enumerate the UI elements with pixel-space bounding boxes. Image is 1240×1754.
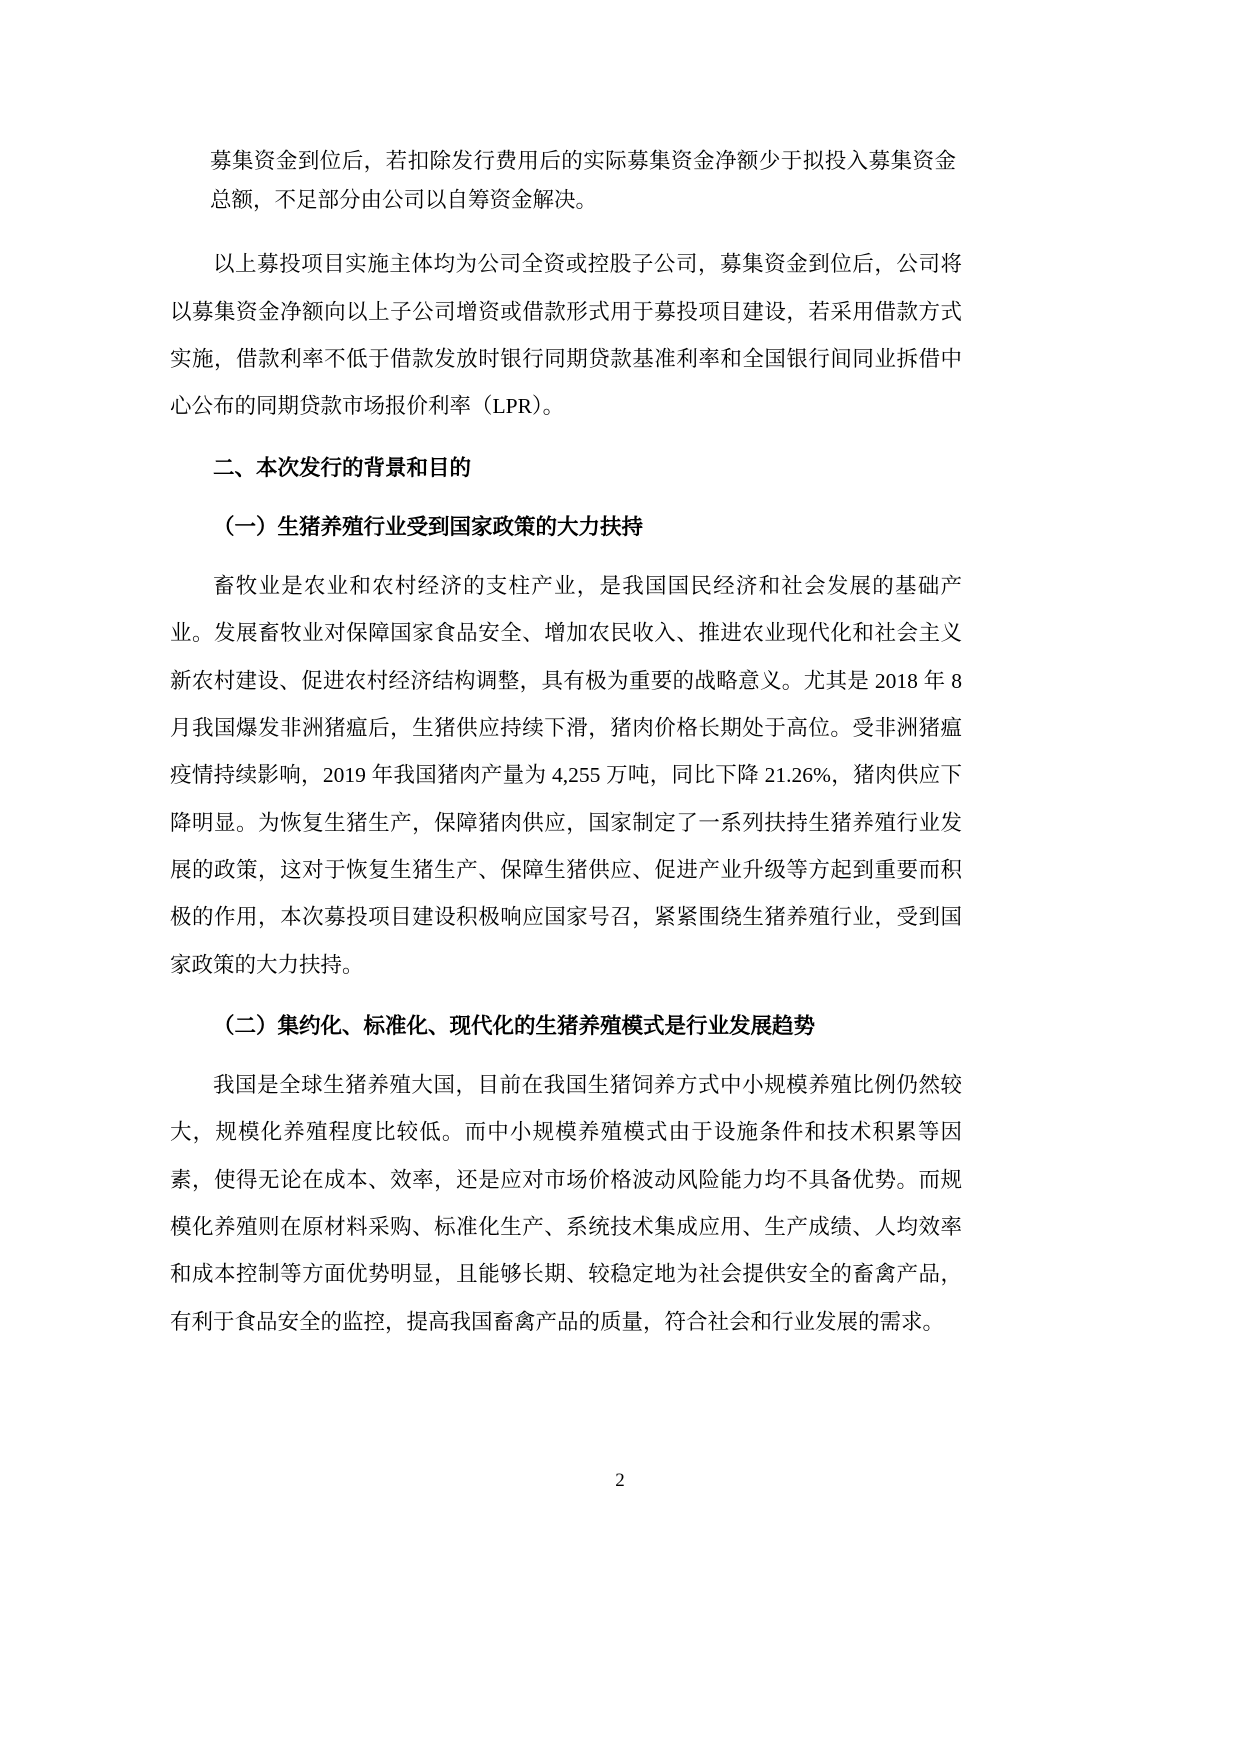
subsection-heading: （二）集约化、标准化、现代化的生猪养殖模式是行业发展趋势 — [213, 1013, 816, 1038]
subsection-heading: （一）生猪养殖行业受到国家政策的大力扶持 — [213, 514, 644, 539]
body-paragraph: 以上募投项目实施主体均为公司全资或控股子公司，募集资金到位后，公司将以募集资金净额向以上子公司增资或借款形式用于募投项目建设，若采用借款方式实施，借款利率不低于借款发放时银行同期贷款基准利率和全国银行间同业拆借中心公布的同期贷款市场报价利率（LPR）。 — [170, 252, 962, 419]
section-heading: 二、本次发行的背景和目的 — [213, 455, 472, 480]
body-paragraph: 畜牧业是农业和农村经济的支柱产业，是我国国民经济和社会发展的基础产业。发展畜牧业对保障国家食品安全、增加农民收入、推进农业现代化和社会主义新农村建设、促进农村经济结构调整，具有极为重要的战略意义。尤其是 2018 年 8 月我国爆发非洲猪瘟后，生猪供应持续下滑，猪肉价格长期处于高位。受非洲猪瘟疫情持续影响，2019 年我国猪肉产量为 4,255 万吨，同比下降 21.26%，猪肉供应下降明显。为恢复生猪生产，保障猪肉供应，国家制定了一系列扶持生猪养殖行业发展的政策，这对于恢复生猪生产、保障生猪供应、促进产业升级等方起到重要而积极的作用，本次募投项目建设积极响应国家号召，紧紧围绕生猪养殖行业，受到国家政策的大力扶持。 — [170, 574, 962, 977]
indented-note-paragraph: 募集资金到位后，若扣除发行费用后的实际募集资金净额少于拟投入募集资金总额，不足部分由公司以自筹资金解决。 — [210, 149, 956, 212]
body-paragraph: 我国是全球生猪养殖大国，目前在我国生猪饲养方式中小规模养殖比例仍然较大，规模化养殖程度比较低。而中小规模养殖模式由于设施条件和技术积累等因素，使得无论在成本、效率，还是应对市场价格波动风险能力均不具备优势。而规模化养殖则在原材料采购、标准化生产、系统技术集成应用、生产成绩、人均效率和成本控制等方面优势明显，且能够长期、较稳定地为社会提供安全的畜禽产品，有利于食品安全的监控，提高我国畜禽产品的质量，符合社会和行业发展的需求。 — [170, 1073, 962, 1334]
page-number: 2 — [615, 1470, 625, 1491]
